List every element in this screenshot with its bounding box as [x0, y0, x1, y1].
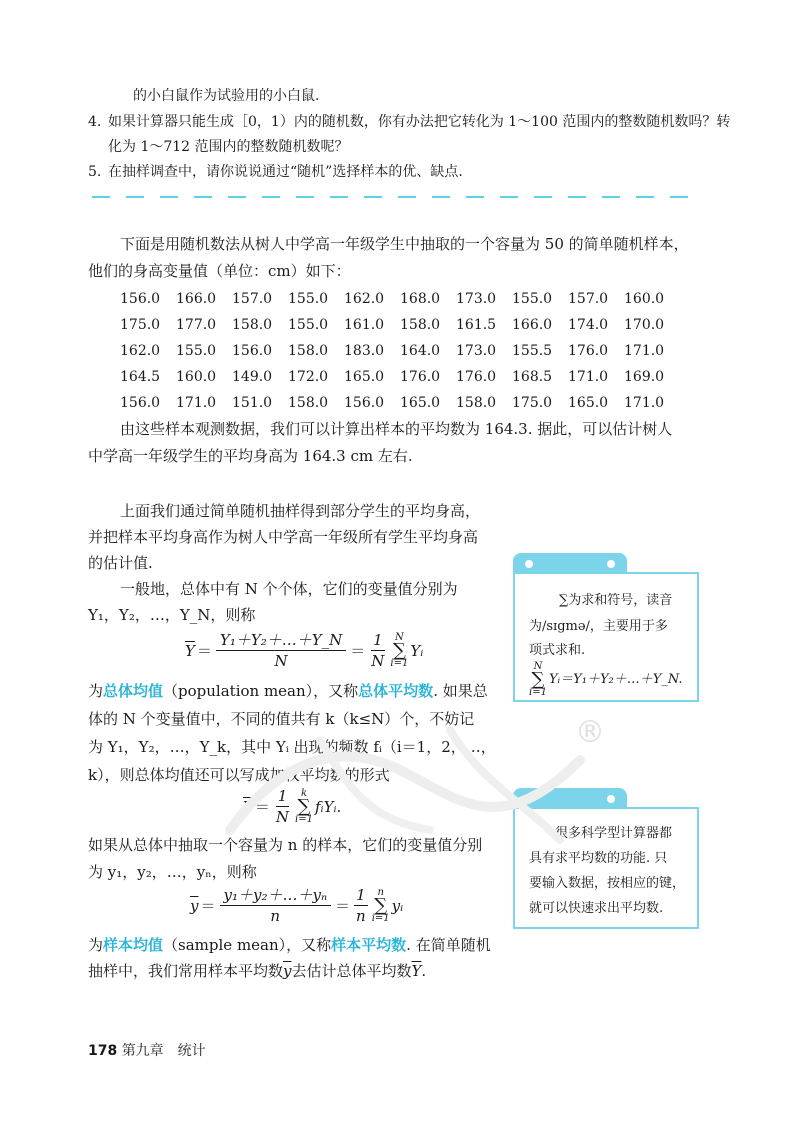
table-cell: 151.0: [232, 395, 273, 411]
table-cell: 176.0: [568, 343, 609, 359]
sidebox1-sum-top: N: [533, 661, 543, 672]
table-cell: 171.0: [176, 395, 217, 411]
conclusion-line1: 由这些样本观测数据，我们可以计算出样本的平均数为 164.3. 据此，可以估计树人: [120, 420, 673, 438]
table-row: [120, 364, 680, 390]
table-cell: 165.0: [344, 369, 385, 385]
formula1-one: 1: [373, 631, 383, 649]
para4-line1: 如果从总体中抽取一个容量为 n 的样本，它们的变量值分别: [88, 836, 483, 854]
exercise-4-line1: 如果计算器只能生成［0，1）内的随机数，你有办法把它转化为 1～100 范围内的整数随机数吗？转: [108, 114, 731, 130]
table-cell: 155.0: [512, 291, 553, 307]
para3-prefix: 为: [88, 682, 104, 700]
table-cell: 171.0: [624, 395, 665, 411]
table-cell: 168.0: [400, 291, 441, 307]
table-cell: 177.0: [176, 317, 217, 333]
para2-line2: Y₁，Y₂，…，Y_N，则称: [88, 606, 256, 624]
table-cell: 171.0: [624, 343, 665, 359]
para1-line2: 并把样本平均身高作为树人中学高一年级所有学生平均身高: [88, 528, 479, 546]
table-cell: 175.0: [120, 317, 161, 333]
formula3-denominator: n: [270, 907, 281, 925]
para3-line4: k），则总体均值还可以写成加权平均数的形式: [88, 766, 390, 784]
sigma-icon: ∑: [297, 795, 311, 817]
table-cell: 155.5: [512, 343, 553, 359]
sidebox2-line2: 具有求平均数的功能. 只: [529, 851, 668, 866]
table-cell: 176.0: [456, 369, 497, 385]
chapter-title: 第九章 统计: [121, 1043, 206, 1059]
table-cell: 165.0: [400, 395, 441, 411]
sample-mean-symbol: $\overline{y}$: [283, 962, 292, 980]
para3-mid: （population mean），又称: [163, 682, 359, 700]
table-cell: 155.0: [288, 291, 329, 307]
table-cell: 172.0: [288, 369, 329, 385]
table-cell: 166.0: [176, 291, 217, 307]
formula-weighted-mean: $\overline{Y}$ ＝ $\frac{1}{N}$ k ∑ i=1 fᵢYᵢ.: [243, 787, 342, 826]
sigma-icon: ∑: [374, 894, 388, 916]
table-cell: 162.0: [120, 343, 161, 359]
para5-mid: （sample mean），又称: [163, 936, 332, 954]
intro-line1: 下面是用随机数法从树人中学高一年级学生中抽取的一个容量为 50 的简单随机样本，: [120, 235, 689, 253]
sidebox1-sum-bottom: i=1: [529, 687, 547, 698]
formula1-N: N: [371, 652, 385, 670]
table-cell: 169.0: [624, 369, 665, 385]
formula2-one: 1: [277, 787, 288, 805]
formula2-term: fᵢYᵢ.: [315, 797, 342, 816]
table-cell: 168.5: [512, 369, 553, 385]
formula1-sum-top: N: [395, 631, 404, 643]
table-cell: 158.0: [288, 395, 329, 411]
para2-line1: 一般地，总体中有 N 个个体，它们的变量值分别为: [120, 580, 458, 598]
table-cell: 161.5: [456, 317, 497, 333]
sidebox1-formula: [527, 662, 683, 698]
exercise-5-number: 5.: [88, 164, 102, 180]
table-row: [120, 390, 680, 416]
table-cell: 149.0: [232, 369, 273, 385]
table-cell: 160.0: [176, 369, 217, 385]
formula-population-mean: $\overline{Y}$ ＝ $\frac{\text{Y₁＋Y₂＋…＋Y\_N}}{N}$ ＝ $\frac{1}{N}$ N ∑ i=1 Yᵢ: [185, 631, 424, 670]
sidebox1-line3: 项式求和.: [529, 643, 586, 658]
table-cell: 158.0: [456, 395, 497, 411]
table-cell: 156.0: [344, 395, 385, 411]
term-population-average: 总体平均数: [358, 682, 434, 700]
table-cell: 158.0: [232, 317, 273, 333]
exercise-4-number: 4.: [88, 114, 102, 130]
sigma-icon: ∑: [392, 639, 406, 661]
exercise-continuation: 的小白鼠作为试验用的小白鼠.: [133, 88, 320, 104]
table-cell: 155.0: [176, 343, 217, 359]
tab-dot-icon: [525, 560, 533, 568]
formula1-term: Yᵢ: [410, 641, 424, 660]
formula1-denominator: N: [274, 652, 288, 670]
para5-end: .: [421, 962, 427, 980]
sidebox1-line1: ∑为求和符号，读音: [559, 593, 673, 608]
term-population-mean: 总体均值: [103, 682, 164, 700]
para5-prefix: 为: [88, 936, 104, 954]
table-cell: 164.0: [400, 343, 441, 359]
formula-sample-mean: $\overline{y}$ ＝ $\frac{\text{y₁＋y₂＋…＋yₙ}}{n}$ ＝ $\frac{1}{n}$ n ∑ i=1 yᵢ: [190, 886, 404, 925]
para5-rest: . 在简单随机: [406, 936, 491, 954]
page-footer: [88, 1040, 206, 1060]
para3-line3: 为 Y₁，Y₂，…，Y_k，其中 Yᵢ 出现的频数 fᵢ（i＝1，2，…，: [88, 738, 496, 756]
sidebox2-line3: 要输入数据，按相应的键，: [529, 876, 686, 891]
table-cell: 173.0: [456, 343, 497, 359]
table-row: [120, 312, 680, 338]
formula1-lhs: $\overline{Y}$: [185, 641, 195, 660]
formula3-sum-top: n: [377, 886, 384, 898]
formula3-term: yᵢ: [391, 896, 404, 915]
formula3-lhs: $\overline{y}$: [190, 896, 199, 915]
formula3-n: n: [356, 907, 366, 925]
para3-line2: 体的 N 个变量值中，不同的值共有 k（k≤N）个，不妨记: [88, 710, 475, 728]
table-cell: 162.0: [344, 291, 385, 307]
table-cell: 176.0: [400, 369, 441, 385]
table-cell: 155.0: [288, 317, 329, 333]
table-cell: 173.0: [456, 291, 497, 307]
dashed-separator: [92, 196, 704, 198]
intro-line2: 他们的身高变量值（单位：cm）如下：: [88, 262, 351, 280]
exercise-5-line1: 在抽样调查中，请你说说通过“随机”选择样本的优、缺点.: [108, 164, 463, 180]
table-row: [120, 286, 680, 312]
exercise-4-line2: 化为 1～712 范围内的整数随机数呢？: [108, 139, 349, 155]
table-cell: 156.0: [232, 343, 273, 359]
formula3-numerator: y₁＋y₂＋…＋yₙ: [220, 885, 332, 906]
table-cell: 160.0: [624, 291, 665, 307]
population-mean-symbol: $\overline{Y}$: [411, 962, 422, 980]
formula3-one: 1: [356, 886, 366, 904]
formula3-sum-bottom: i=1: [371, 912, 390, 924]
conclusion-line2: 中学高一年级学生的平均身高为 164.3 cm 左右.: [88, 447, 413, 465]
table-cell: 158.0: [288, 343, 329, 359]
table-cell: 158.0: [400, 317, 441, 333]
formula2-N: N: [275, 808, 290, 826]
sidebox1-line4: Yᵢ＝Y₁＋Y₂＋…＋Y_N.: [548, 672, 683, 687]
table-cell: 175.0: [512, 395, 553, 411]
table-cell: 156.0: [120, 395, 161, 411]
page-number: 178: [88, 1043, 118, 1059]
table-row: [120, 338, 680, 364]
table-cell: 171.0: [568, 369, 609, 385]
sidebox1-line2: 为/sɪgmə/，主要用于多: [529, 619, 668, 634]
sidebox-sigma-note: [513, 572, 699, 702]
table-cell: 161.0: [344, 317, 385, 333]
formula2-sum-bottom: i=1: [295, 813, 313, 825]
para3-rest: . 如果总: [433, 682, 488, 700]
formula1-sum-bottom: i=1: [390, 657, 409, 669]
para5-line2: [88, 956, 426, 986]
table-cell: 183.0: [344, 343, 385, 359]
table-cell: 157.0: [232, 291, 273, 307]
tab-dot-icon: [607, 560, 615, 568]
para5-l2b: 去估计总体平均数: [291, 962, 412, 980]
para5-l2a: 抽样中，我们常用样本平均数: [88, 962, 284, 980]
publisher-watermark: [200, 700, 620, 860]
formula2-sum-top: k: [300, 787, 308, 799]
sidebox2-line1: 很多科学型计算器都: [555, 826, 673, 841]
table-cell: 164.5: [120, 369, 161, 385]
formula2-lhs: $\overline{Y}$: [243, 797, 253, 816]
formula1-numerator: Y₁＋Y₂＋…＋Y_N: [216, 630, 346, 651]
term-sample-average: 样本平均数: [331, 936, 407, 954]
height-data-table: [120, 286, 680, 416]
registered-mark: ®: [575, 715, 605, 750]
para4-line2: 为 y₁，y₂，…，yₙ，则称: [88, 863, 257, 881]
sigma-icon: ∑: [531, 669, 545, 690]
table-cell: 166.0: [512, 317, 553, 333]
para1-line1: 上面我们通过简单随机抽样得到部分学生的平均身高，: [120, 502, 481, 520]
table-cell: 170.0: [624, 317, 665, 333]
table-cell: 165.0: [568, 395, 609, 411]
para1-line3: 的估计值.: [88, 554, 153, 572]
term-sample-mean: 样本均值: [103, 936, 164, 954]
table-cell: 174.0: [568, 317, 609, 333]
sidebox2-line4: 就可以快速求出平均数.: [529, 901, 664, 916]
table-cell: 156.0: [120, 291, 161, 307]
table-cell: 157.0: [568, 291, 609, 307]
